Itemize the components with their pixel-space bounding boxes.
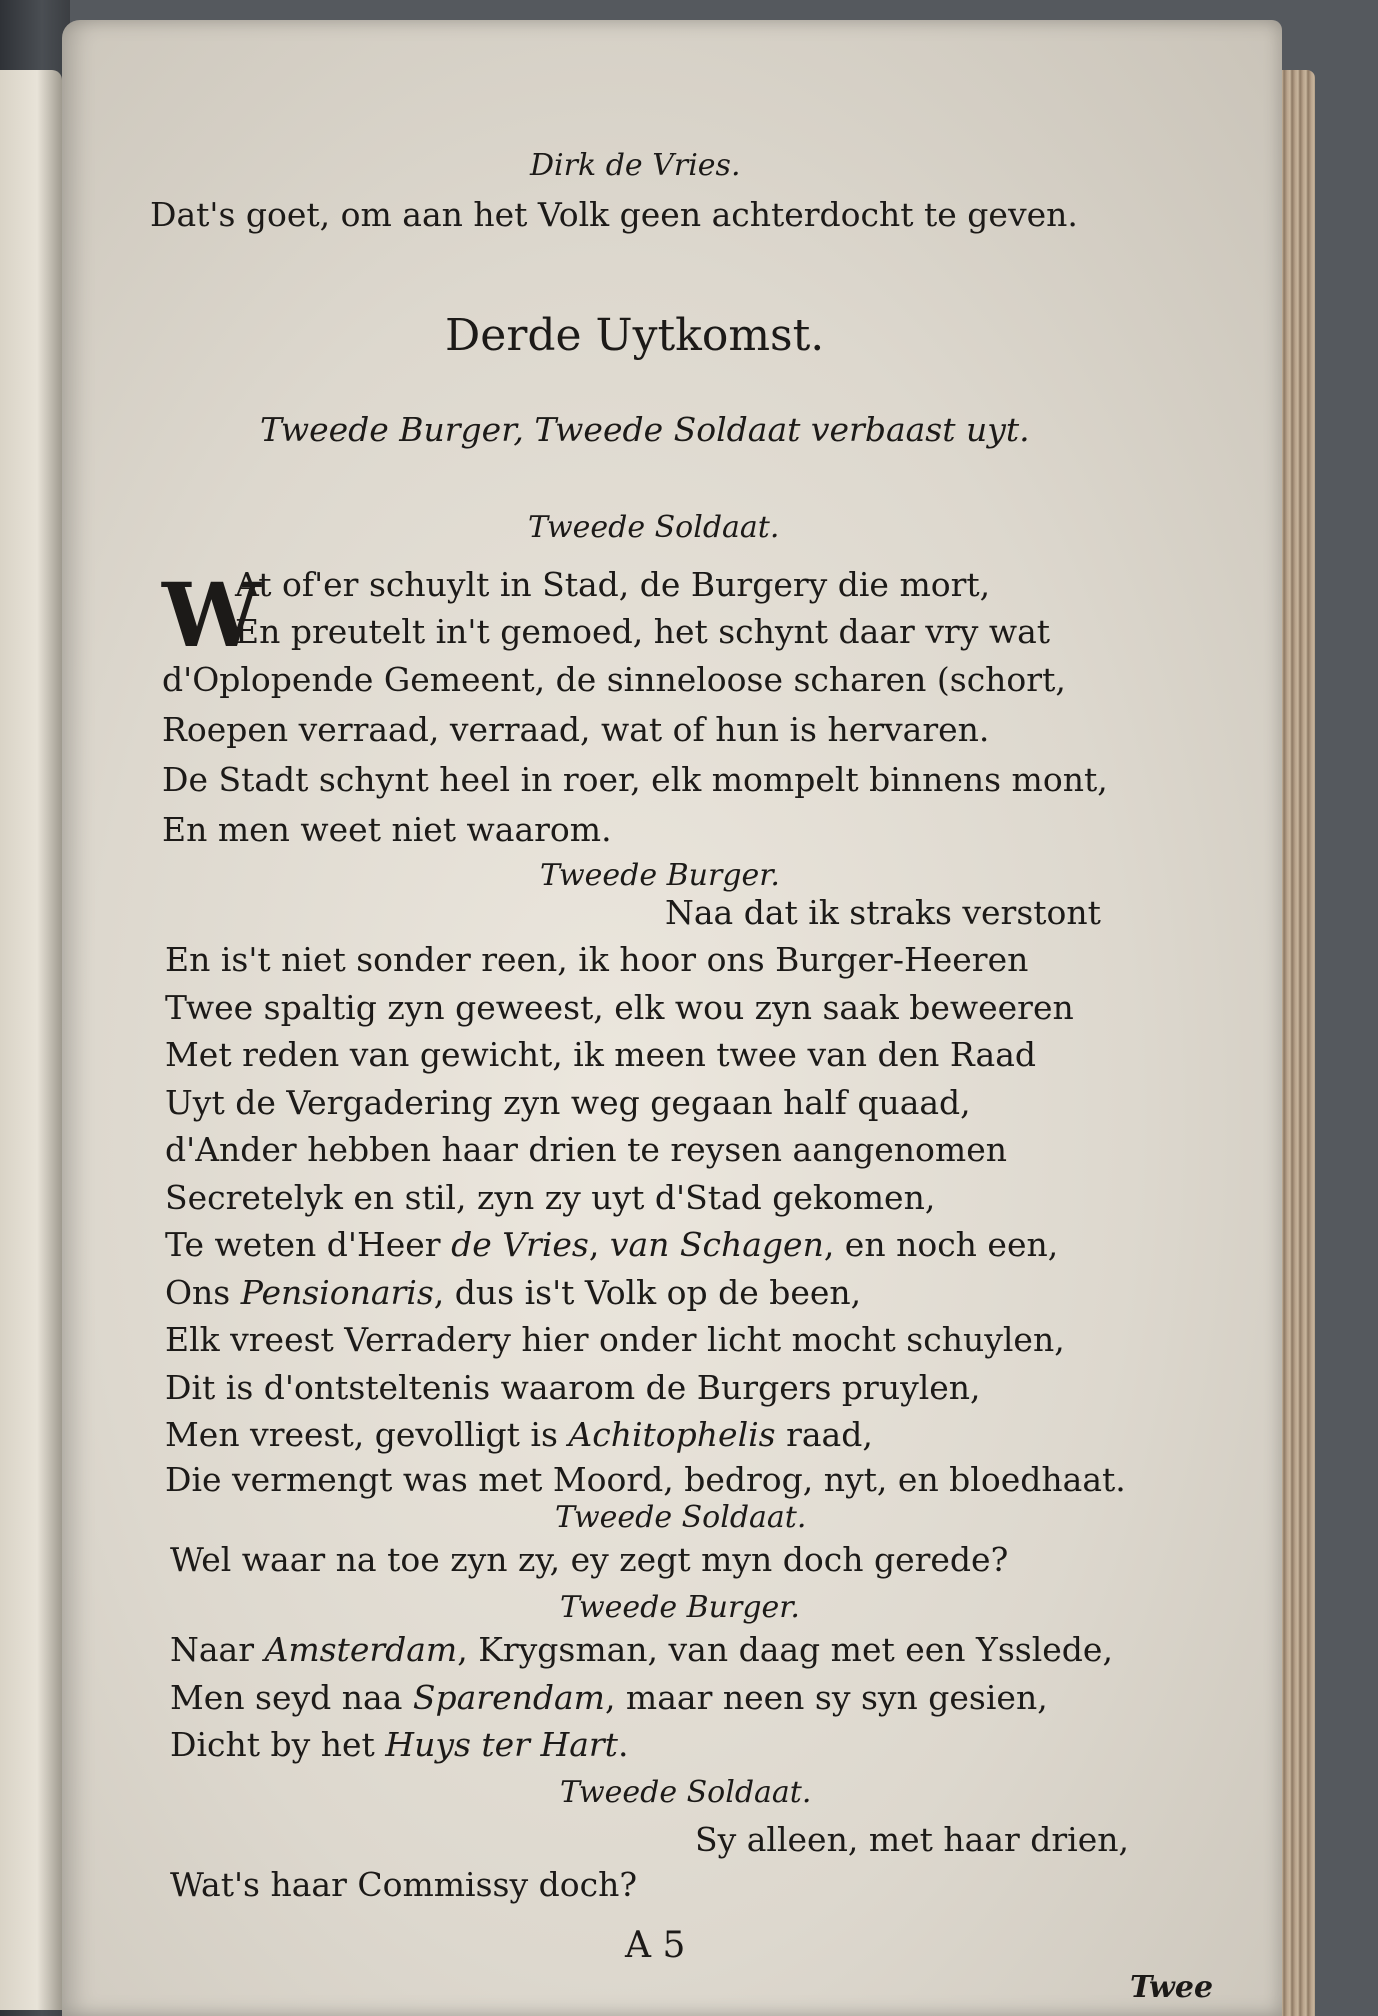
verse-line: Men seyd naa Sparendam, maar neen sy syn gesien, [170,1678,1048,1717]
verse-line: Sy alleen, met haar drien, [695,1820,1129,1859]
verse-line: Te weten d'Heer de Vries, van Schagen, en noch een, [165,1225,1059,1264]
speaker-label: Tweede Soldaat. [555,1500,807,1535]
verse-line: Ons Pensionaris, dus is't Volk op de been, [165,1273,862,1312]
speaker-label: Tweede Burger. [560,1590,800,1625]
verse-line: Dit is d'ontsteltenis waarom de Burgers pruylen, [165,1368,981,1407]
place-name: Amsterdam [264,1630,458,1669]
verse-line: Naa dat ik straks verstont [665,893,1101,932]
place-name: Sparendam [412,1678,605,1717]
verse-line: Die vermengt was met Moord, bedrog, nyt, en bloedhaat. [165,1460,1126,1499]
verse-line: Wat's haar Commissy doch? [170,1865,638,1904]
speaker-label: Tweede Soldaat. [528,510,780,545]
signature-mark: A 5 [625,1925,686,1966]
place-name: Huys ter Hart [385,1725,618,1764]
proper-name: Achitophelis [568,1415,776,1454]
verse-line: d'Oplopende Gemeent, de sinneloose scharen (schort, [162,660,1066,699]
verse-line: Wel waar na toe zyn zy, ey zegt myn doch gerede? [170,1540,1009,1579]
verse-line: Men vreest, gevolligt is Achitophelis raad, [165,1415,873,1454]
proper-name: van Schagen [609,1225,824,1264]
verse-line: Uyt de Vergadering zyn weg gegaan half quaad, [165,1083,971,1122]
drop-capital: W [162,563,261,667]
proper-name: de Vries [451,1225,589,1264]
verse-line: At of'er schuylt in Stad, de Burgery die mort, [235,565,991,604]
verse-line: De Stadt schynt heel in roer, elk mompelt binnens mont, [162,760,1108,799]
running-head: Dirk de Vries. [530,148,741,183]
facing-page-edge [0,70,62,2010]
verse-line: Roepen verraad, verraad, wat of hun is hervaren. [162,710,990,749]
speaker-label: Tweede Burger. [540,858,780,893]
opening-line: Dat's goet, om aan het Volk geen achterdocht te geven. [150,195,1078,234]
verse-line: Met reden van gewicht, ik meen twee van den Raad [165,1035,1036,1074]
verse-line: Naar Amsterdam, Krygsman, van daag met een Ysslede, [170,1630,1113,1669]
stage-direction: Tweede Burger, Tweede Soldaat verbaast uyt. [260,410,1030,449]
verse-line: Dicht by het Huys ter Hart. [170,1725,629,1764]
verse-line: d'Ander hebben haar drien te reysen aangenomen [165,1130,1007,1169]
scene-heading: Derde Uytkomst. [445,310,825,361]
verse-line: Secretelyk en stil, zyn zy uyt d'Stad gekomen, [165,1178,936,1217]
proper-name: Pensionaris [240,1273,434,1312]
speaker-label: Tweede Soldaat. [560,1775,812,1810]
verse-line: Elk vreest Verradery hier onder licht mocht schuylen, [165,1320,1065,1359]
verse-line: En preutelt in't gemoed, het schynt daar vry wat [235,612,1051,651]
verse-line: Twee spaltig zyn geweest, elk wou zyn saak beweeren [165,988,1074,1027]
catchword: Twee [1130,1970,1214,2005]
verse-line: En men weet niet waarom. [162,810,612,849]
verse-line: En is't niet sonder reen, ik hoor ons Burger-Heeren [165,940,1029,979]
